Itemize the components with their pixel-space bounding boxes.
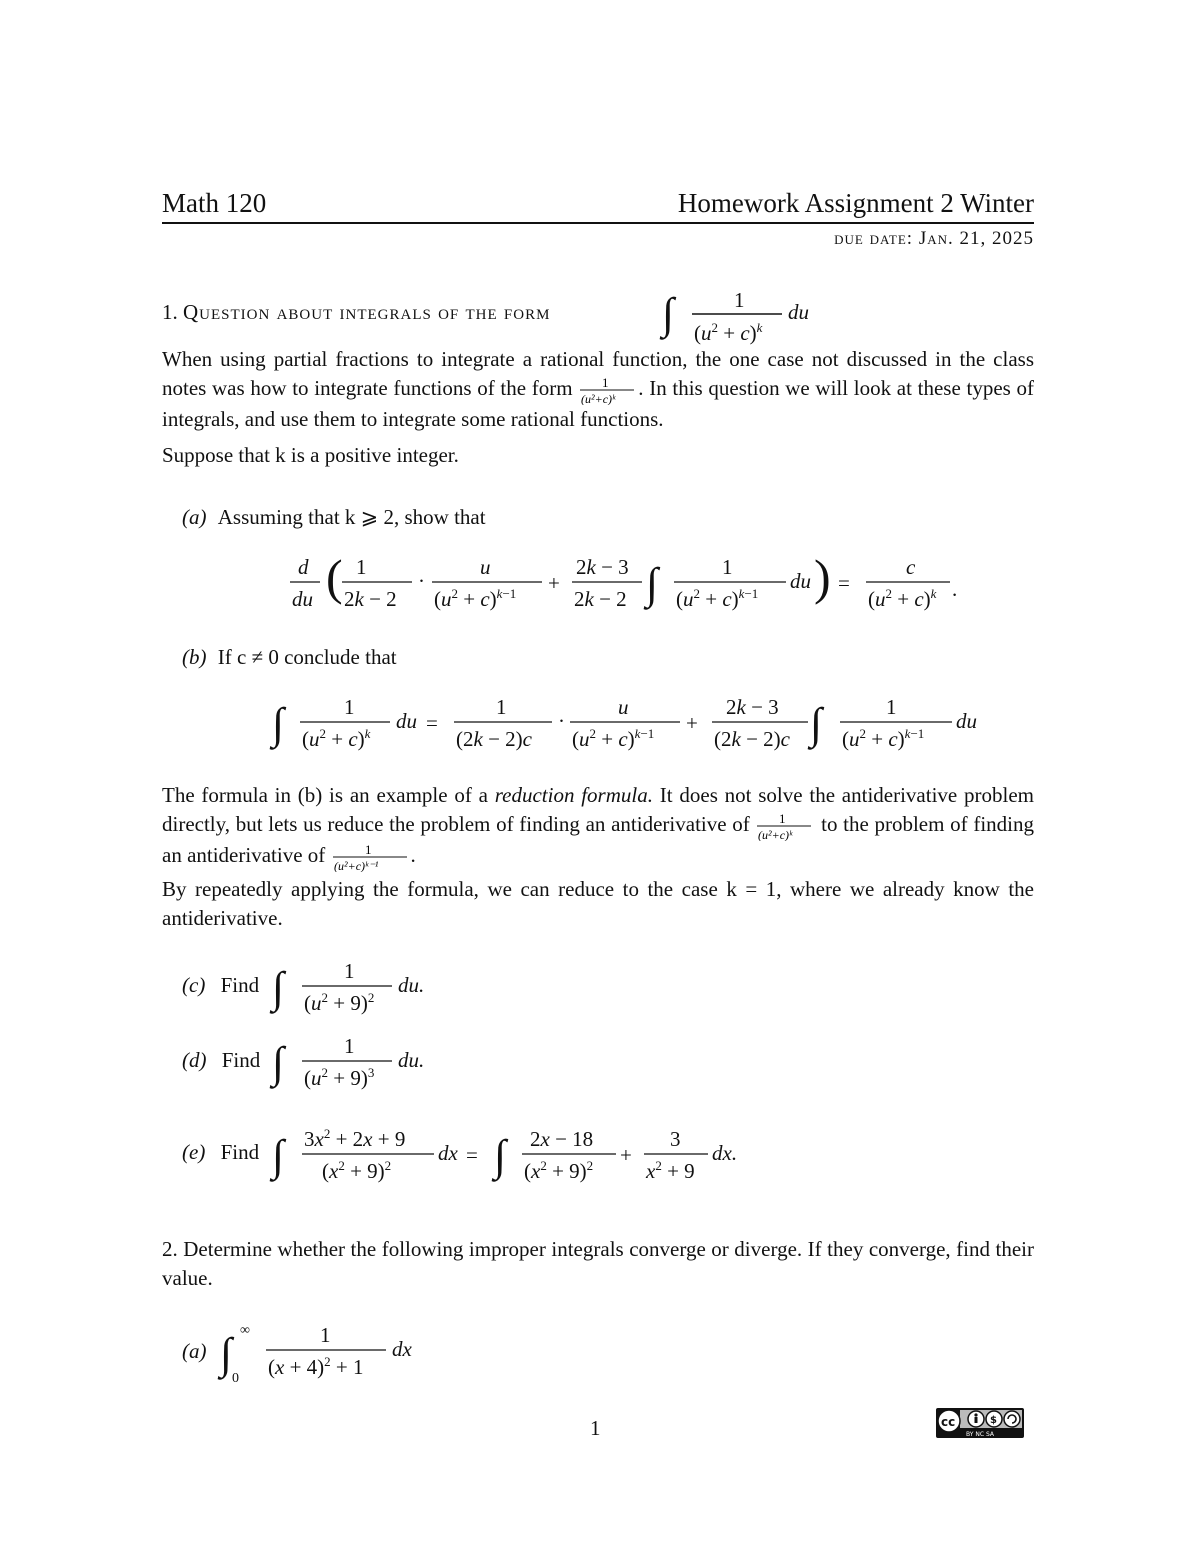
svg-text:du: du	[788, 300, 809, 324]
svg-text:∞: ∞	[240, 1323, 250, 1338]
header-rule	[162, 222, 1034, 224]
svg-text:du: du	[396, 709, 417, 733]
svg-text:2k − 2: 2k − 2	[344, 587, 397, 611]
svg-text:(u2 + 9)2: $(u^2 + 9)^2$	[304, 990, 375, 1015]
svg-text:(u²+c)ᵏ: (u²+c)ᵏ	[758, 828, 793, 841]
q1-suppose: Suppose that k is a positive integer.	[162, 443, 459, 467]
svg-text:(2k − 2)c: (2k − 2)c	[456, 727, 532, 751]
svg-text:(u2 + c)k: $(u^2 + c)^k$	[694, 320, 763, 345]
reduction-part-1: The formula in (b) is an example of a	[162, 783, 488, 807]
svg-text:(x + 4)2 + 1: $(x + 4)^2 + 1$	[268, 1354, 364, 1379]
svg-text:(x2 + 9)2: $(x^2 + 9)^2$	[322, 1158, 392, 1183]
svg-text:(: (	[326, 549, 343, 605]
svg-text:1: 1	[734, 288, 745, 312]
cc-license-icon	[936, 1408, 1024, 1438]
svg-text:): )	[814, 549, 831, 605]
svg-text:1: 1	[364, 842, 372, 857]
svg-text:1: 1	[320, 1323, 331, 1347]
svg-text:=: =	[838, 571, 850, 595]
svg-text:1: 1	[344, 695, 355, 719]
svg-text:1: 1	[496, 695, 507, 719]
course-title: Math 120	[162, 188, 267, 218]
q1d-integral	[270, 1027, 470, 1097]
svg-text:1: 1	[344, 1034, 355, 1058]
svg-text:(u2 + c)k: $(u^2 + c)^k$	[302, 726, 371, 751]
q2-number: 2.	[162, 1237, 178, 1261]
inline-fraction-k	[578, 375, 638, 405]
svg-text:∫: ∫	[810, 699, 823, 748]
repeat-paragraph: By repeatedly applying the formula, we can reduce to the case k = 1, where we already know the antiderivative.	[162, 877, 1034, 930]
svg-text:=: =	[466, 1143, 478, 1167]
svg-text:d: d	[298, 555, 309, 579]
svg-text:(u2 + c)k−1: $(u^2 + c)^k-1$	[572, 726, 655, 751]
svg-text:0: 0	[232, 1371, 239, 1386]
svg-text:(u2 + c)k: $(u^2 + c)^k$	[868, 586, 937, 611]
q1d-line	[182, 1046, 260, 1075]
q1e-line	[182, 1138, 259, 1167]
svg-text:cc: cc	[941, 1415, 956, 1429]
q1b-equation	[270, 688, 990, 760]
svg-text:(u²+c)ᵏ: (u²+c)ᵏ	[581, 392, 616, 405]
svg-text:du.: du.	[398, 1048, 425, 1072]
svg-text:dx: dx	[392, 1337, 412, 1361]
svg-text:3x2 + 2x + 9: $3x^2 + 2x + 9$	[304, 1126, 406, 1151]
svg-text:+: +	[620, 1143, 632, 1167]
svg-text:dx: dx	[438, 1141, 458, 1165]
q1e-equation	[270, 1120, 770, 1190]
q1b-line	[182, 643, 397, 672]
svg-text:(x2 + 9)2: $(x^2 + 9)^2$	[524, 1158, 594, 1183]
svg-text:du: du	[956, 709, 977, 733]
svg-text:1: 1	[356, 555, 367, 579]
svg-text:1: 1	[602, 375, 609, 390]
q2-text-block	[162, 1235, 1034, 1293]
cc-license-text: BY NC SA	[966, 1431, 994, 1438]
svg-text:+: +	[548, 571, 560, 595]
assignment-title: Homework Assignment 2 Winter	[677, 188, 1034, 218]
q1a-line	[182, 503, 486, 532]
svg-text:x2 + 9: $x^2 + 9$	[646, 1158, 695, 1183]
svg-text:2x − 18: 2x − 18	[530, 1127, 594, 1151]
svg-text:dx.: dx.	[712, 1141, 738, 1165]
q1-title: Question about integrals of the form	[183, 300, 551, 324]
q2a-label: (a)	[182, 1339, 207, 1363]
svg-text:(u2 + c)k−1: $(u^2 + c)^k-1$	[676, 586, 759, 611]
q1b-label: (b)	[182, 645, 207, 669]
svg-text:.: .	[952, 577, 958, 601]
q2a-line	[182, 1337, 207, 1366]
svg-text:$: $	[990, 1415, 997, 1426]
svg-text:∫: ∫	[494, 1131, 507, 1180]
q2a-integral	[218, 1316, 428, 1386]
q1-intro	[162, 345, 1034, 434]
q1-intro-part-1: When using partial fractions to integrate a rational function, the one case not discussed in the class notes was how to integrate functions of the form	[162, 347, 1034, 400]
svg-text:du: du	[292, 587, 313, 611]
svg-text:u: u	[480, 555, 491, 579]
inline-fraction-k-minus-1	[331, 842, 411, 872]
svg-text:∫: ∫	[662, 289, 675, 338]
svg-text:c: c	[906, 555, 916, 579]
svg-text:3: 3	[670, 1127, 681, 1151]
svg-text:1: 1	[722, 555, 733, 579]
svg-text:∫: ∫	[272, 1131, 285, 1180]
svg-text:2k − 2: 2k − 2	[574, 587, 627, 611]
svg-text:∫: ∫	[646, 559, 659, 608]
q1-heading-integral	[660, 280, 820, 350]
reduction-part-3: to the problem of finding an antiderivative of	[162, 812, 1034, 867]
svg-text:1: 1	[886, 695, 897, 719]
q1c-find: Find	[220, 973, 260, 997]
svg-text:(u2 + c)k−1: $(u^2 + c)^k-1$	[434, 586, 517, 611]
svg-text:∫: ∫	[272, 699, 285, 748]
page-number: 1	[590, 1416, 601, 1440]
svg-text:2k − 3: 2k − 3	[726, 695, 779, 719]
svg-text:∫: ∫	[272, 1038, 285, 1087]
svg-text:∫: ∫	[272, 963, 285, 1012]
q1b-text: If c ≠ 0 conclude that	[217, 645, 397, 669]
reduction-emphasis: reduction formula.	[494, 783, 653, 807]
reduction-part-2: It does not solve the antiderivative problem directly, but lets us reduce the problem of finding an antiderivative of	[162, 783, 1035, 836]
q2-text: Determine whether the following improper integrals converge or diverge. If they converge, find their value.	[162, 1237, 1034, 1290]
due-date: due date: Jan. 21, 2025	[834, 228, 1034, 249]
svg-text:(u2 + 9)3: $(u^2 + 9)^3$	[304, 1065, 375, 1090]
q1c-line	[182, 971, 259, 1000]
svg-text:=: =	[426, 711, 438, 735]
q1-number: 1.	[162, 300, 178, 324]
svg-text:(u²+c)ᵏ⁻¹: (u²+c)ᵏ⁻¹	[333, 859, 378, 872]
q1e-label: (e)	[182, 1140, 206, 1164]
q1c-integral	[270, 952, 470, 1022]
q1d-find: Find	[221, 1048, 261, 1072]
q1a-text: Assuming that k ⩾ 2, show that	[217, 505, 486, 529]
svg-text:+: +	[686, 711, 698, 735]
reduction-part-4: .	[410, 843, 416, 867]
q1-heading	[162, 298, 550, 327]
reduction-paragraph	[162, 781, 1034, 872]
q1a-equation	[286, 548, 986, 620]
q1d-label: (d)	[182, 1048, 207, 1072]
svg-text:1: 1	[344, 959, 355, 983]
q1a-label: (a)	[182, 505, 207, 529]
svg-text:u: u	[618, 695, 629, 719]
q1e-find: Find	[220, 1140, 260, 1164]
inline-fraction-k-2	[755, 811, 815, 841]
svg-text:·: ·	[558, 709, 565, 733]
svg-text:1: 1	[779, 811, 786, 826]
svg-text:(2k − 2)c: (2k − 2)c	[714, 727, 790, 751]
q1c-label: (c)	[182, 973, 206, 997]
q1-intro-part-2: . In this question we will look at these types of integrals, and use them to integrate some rational functions.	[162, 376, 1034, 431]
svg-text:2k − 3: 2k − 3	[576, 555, 629, 579]
svg-text:∫: ∫	[220, 1329, 233, 1378]
svg-text:(u2 + c)k−1: $(u^2 + c)^k-1$	[842, 726, 925, 751]
svg-text:du.: du.	[398, 973, 425, 997]
svg-text:·: ·	[418, 569, 425, 593]
svg-text:du: du	[790, 569, 811, 593]
